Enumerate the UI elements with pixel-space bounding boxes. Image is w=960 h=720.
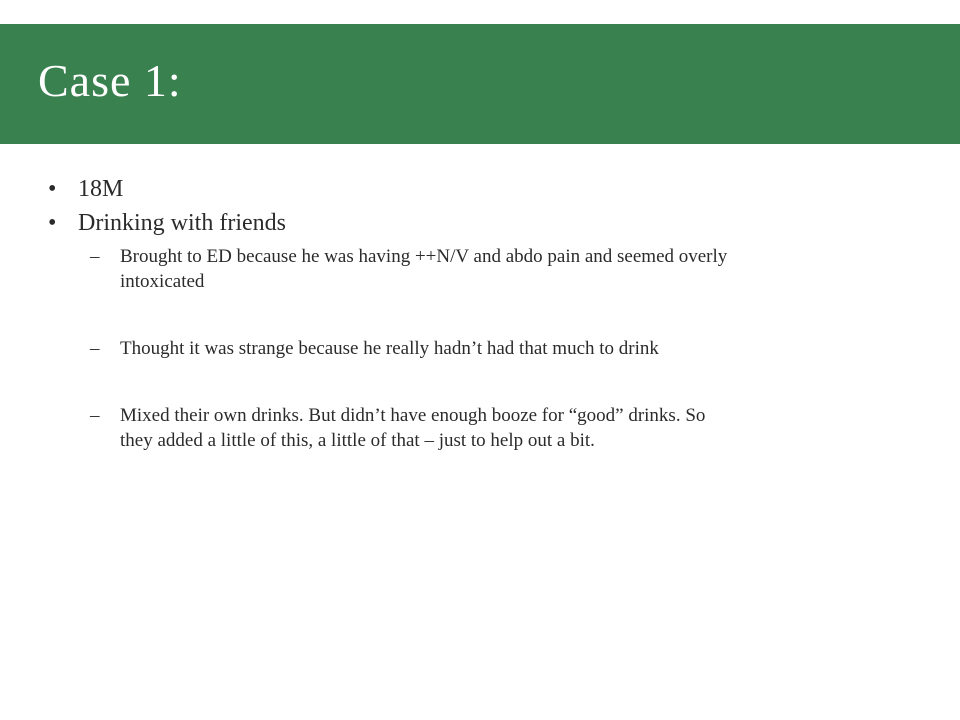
slide-title: Case 1: [38, 55, 182, 106]
sub-item-thought-strange [78, 336, 728, 361]
bullet-text: Drinking with friends [78, 210, 286, 236]
bullet-marker: • [48, 176, 57, 202]
bullet-text: 18M [78, 176, 124, 202]
bullet-marker: • [48, 210, 57, 236]
sub-item-text: Thought it was strange because he really hadn’t had that much to drink [120, 338, 659, 359]
sub-list [78, 244, 728, 453]
sub-item-brought-to-ed [78, 244, 728, 294]
dash-marker: – [90, 246, 100, 267]
dash-marker: – [90, 405, 100, 426]
slide-content [48, 172, 728, 495]
sub-item-text: Brought to ED because he was having ++N/V and abdo pain and seemed overly intoxicated [120, 246, 728, 292]
sub-item-text: Mixed their own drinks. But didn’t have enough booze for “good” drinks. So they added a little of this, a little of that – just to help out a bit. [120, 405, 706, 451]
dash-marker: – [90, 338, 100, 359]
bullet-item-age [48, 172, 728, 206]
sub-item-mixed-drinks [78, 403, 728, 453]
bullet-list [48, 172, 728, 453]
bullet-item-drinking [48, 206, 728, 453]
